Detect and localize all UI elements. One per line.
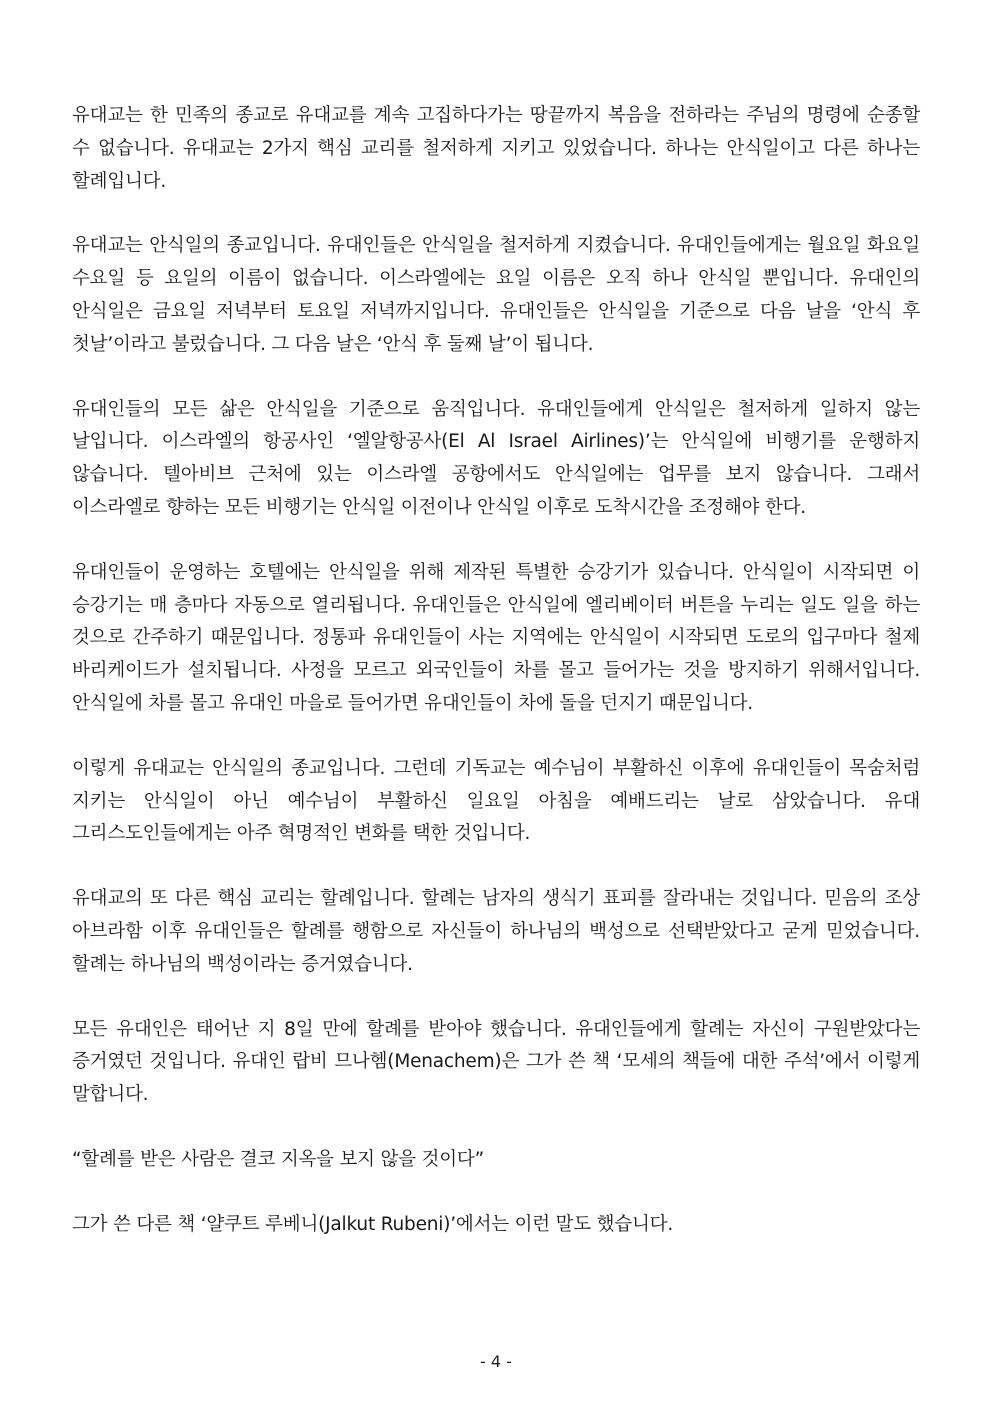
paragraph-4: 유대인들이 운영하는 호텔에는 안식일을 위해 제작된 특별한 승강기가 있습니다. 안식일이 시작되면 이 승강기는 매 층마다 자동으로 열리됩니다. 유대인들은 안식일에 엘리베이터 버튼을 누리는 일도 일을 하는 것으로 간주하기 때문입니다. 정통파 유대인들이 사는 지역에는 안식일이 시작되면 도로의 입구마다 철제 바리케이드가 설치됩니다. 사정을 모르고 외국인들이 차를 몰고 들어가는 것을 방지하기 위해서입니다. 안식일에 차를 몰고 유대인 마을로 들어가면 유대인들이 차에 돌을 던지기 때문입니다. — [72, 561, 920, 714]
quotation: “할례를 받은 사람은 결코 지옥을 보지 않을 것이다” — [72, 1148, 484, 1170]
paragraph-2: 유대교는 안식일의 종교입니다. 유대인들은 안식일을 철저하게 지켰습니다. 유대인들에게는 월요일 화요일 수요일 등 요일의 이름이 없습니다. 이스라엘에는 요일 이름은 오직 하나 안식일 뿐입니다. 유대인의 안식일은 금요일 저녁부터 토요일 저녁까지입니다. 유대인들은 안식일을 기준으로 다음 날을 ‘안식 후 첫날’이라고 불렀습니다. 그 다음 날은 ‘안식 후 둘째 날’이 됩니다. — [72, 235, 920, 355]
paragraph-6: 유대교의 또 다른 핵심 교리는 할례입니다. 할례는 남자의 생식기 표피를 잘라내는 것입니다. 믿음의 조상 아브라함 이후 유대인들은 할례를 행함으로 자신들이 하나님의 백성으로 선택받았다고 굳게 믿었습니다. 할례는 하나님의 백성이라는 증거였습니다. — [72, 888, 920, 975]
page-number: - 4 - — [480, 1352, 512, 1371]
paragraph-1: 유대교는 한 민족의 종교로 유대교를 계속 고집하다가는 땅끝까지 복음을 전하라는 주님의 명령에 순종할 수 없습니다. 유대교는 2가지 핵심 교리를 철저하게 지키고 있었습니다. 하나는 안식일이고 다른 하나는 할례입니다. — [72, 105, 920, 192]
paragraph-5: 이렇게 유대교는 안식일의 종교입니다. 그런데 기독교는 예수님이 부활하신 이후에 유대인들이 목숨처럼 지키는 안식일이 아닌 예수님이 부활하신 일요일 아침을 예배드리는 날로 삼았습니다. 유대 그리스도인들에게는 아주 혁명적인 변화를 택한 것입니다. — [72, 757, 920, 845]
paragraph-7: 모든 유대인은 태어난 지 8일 만에 할례를 받아야 했습니다. 유대인들에게 할례는 자신이 구원받았다는 증거였던 것입니다. 유대인 랍비 므나헴(Menachem)은 그가 쓴 책 ‘모세의 책들에 대한 주석’에서 이렇게 말합니다. — [72, 1018, 920, 1106]
page-body — [72, 100, 920, 1274]
paragraph-9: 그가 쓴 다른 책 ‘얄쿠트 루베니(Jalkut Rubeni)’에서는 이런 말도 했습니다. — [72, 1213, 674, 1235]
paragraph-3: 유대인들의 모든 삶은 안식일을 기준으로 움직입니다. 유대인들에게 안식일은 철저하게 일하지 않는 날입니다. 이스라엘의 항공사인 ‘엘알항공사(El Al Israel Airlines)’는 안식일에 비행기를 운행하지 않습니다. 텔아비브 근처에 있는 이스라엘 공항에서도 안식일에는 업무를 보지 않습니다. 그래서 이스라엘로 향하는 모든 비행기는 안식일 이전이나 안식일 이후로 도착시간을 조정해야 한다. — [72, 398, 920, 518]
